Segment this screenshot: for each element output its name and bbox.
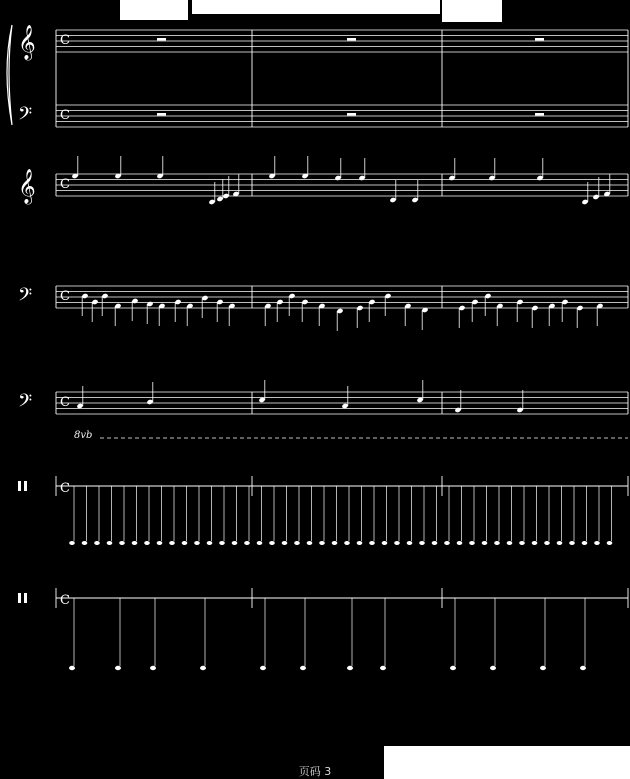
perc2-note (540, 666, 546, 670)
perc1-note (457, 541, 463, 545)
perc1-note (232, 541, 238, 545)
perc2-note (69, 666, 75, 670)
time-signature: C (60, 289, 70, 304)
whole-rest (157, 113, 166, 116)
perc1-note (169, 541, 175, 545)
treble-clef-icon: 𝄞 (18, 25, 36, 60)
perc1-note (382, 541, 388, 545)
perc1-note (594, 541, 600, 545)
percussion-clef-icon (18, 593, 21, 603)
perc1-note (569, 541, 575, 545)
perc1-note (344, 541, 350, 545)
perc1-note (182, 541, 188, 545)
perc1-note (469, 541, 475, 545)
time-signature: C (60, 177, 70, 192)
perc1-note (294, 541, 300, 545)
perc1-note (357, 541, 363, 545)
perc1-note (144, 541, 150, 545)
perc2-note (300, 666, 306, 670)
perc1-note (369, 541, 375, 545)
time-signature: C (60, 395, 70, 410)
perc1-note (94, 541, 100, 545)
perc2-note (490, 666, 496, 670)
perc2-note (347, 666, 353, 670)
time-signature: C (60, 33, 70, 48)
perc1-note (82, 541, 88, 545)
perc2-note (450, 666, 456, 670)
perc1-note (444, 541, 450, 545)
perc1-note (582, 541, 588, 545)
treble-clef-icon: 𝄞 (18, 169, 36, 204)
perc1-note (607, 541, 613, 545)
whole-rest (535, 113, 544, 116)
whole-rest (535, 38, 544, 41)
perc1-note (132, 541, 138, 545)
brace (7, 25, 12, 125)
perc1-note (107, 541, 113, 545)
perc2-note (200, 666, 206, 670)
perc1-note (332, 541, 338, 545)
perc2-note (115, 666, 121, 670)
bass-clef-icon: 𝄢 (18, 104, 33, 129)
bass-clef-icon: 𝄢 (18, 391, 33, 416)
perc1-note (482, 541, 488, 545)
perc1-note (432, 541, 438, 545)
perc1-note (257, 541, 263, 545)
perc1-note (494, 541, 500, 545)
perc1-note (419, 541, 425, 545)
perc1-note (557, 541, 563, 545)
perc1-note (544, 541, 550, 545)
perc1-note (207, 541, 213, 545)
perc2-note (260, 666, 266, 670)
perc1-note (157, 541, 163, 545)
perc1-note (532, 541, 538, 545)
perc1-note (307, 541, 313, 545)
percussion-clef-icon (18, 481, 21, 491)
perc1-note (519, 541, 525, 545)
perc2-note (380, 666, 386, 670)
time-signature: C (60, 481, 70, 496)
perc1-note (219, 541, 225, 545)
perc1-note (119, 541, 125, 545)
perc1-note (194, 541, 200, 545)
perc1-note (407, 541, 413, 545)
whole-rest (157, 38, 166, 41)
perc1-note (394, 541, 400, 545)
perc1-note (507, 541, 513, 545)
perc1-note (269, 541, 275, 545)
time-signature: C (60, 593, 70, 608)
percussion-clef-icon (24, 481, 27, 491)
perc1-note (319, 541, 325, 545)
perc2-note (150, 666, 156, 670)
ottava-mark: 8vb (74, 430, 93, 441)
time-signature: C (60, 108, 70, 123)
perc1-note (69, 541, 75, 545)
perc2-note (580, 666, 586, 670)
whole-rest (347, 38, 356, 41)
perc1-note (282, 541, 288, 545)
whole-rest (347, 113, 356, 116)
perc1-note (244, 541, 250, 545)
percussion-clef-icon (24, 593, 27, 603)
bass-clef-icon: 𝄢 (18, 285, 33, 310)
page-number: 页码 3 (298, 765, 332, 778)
